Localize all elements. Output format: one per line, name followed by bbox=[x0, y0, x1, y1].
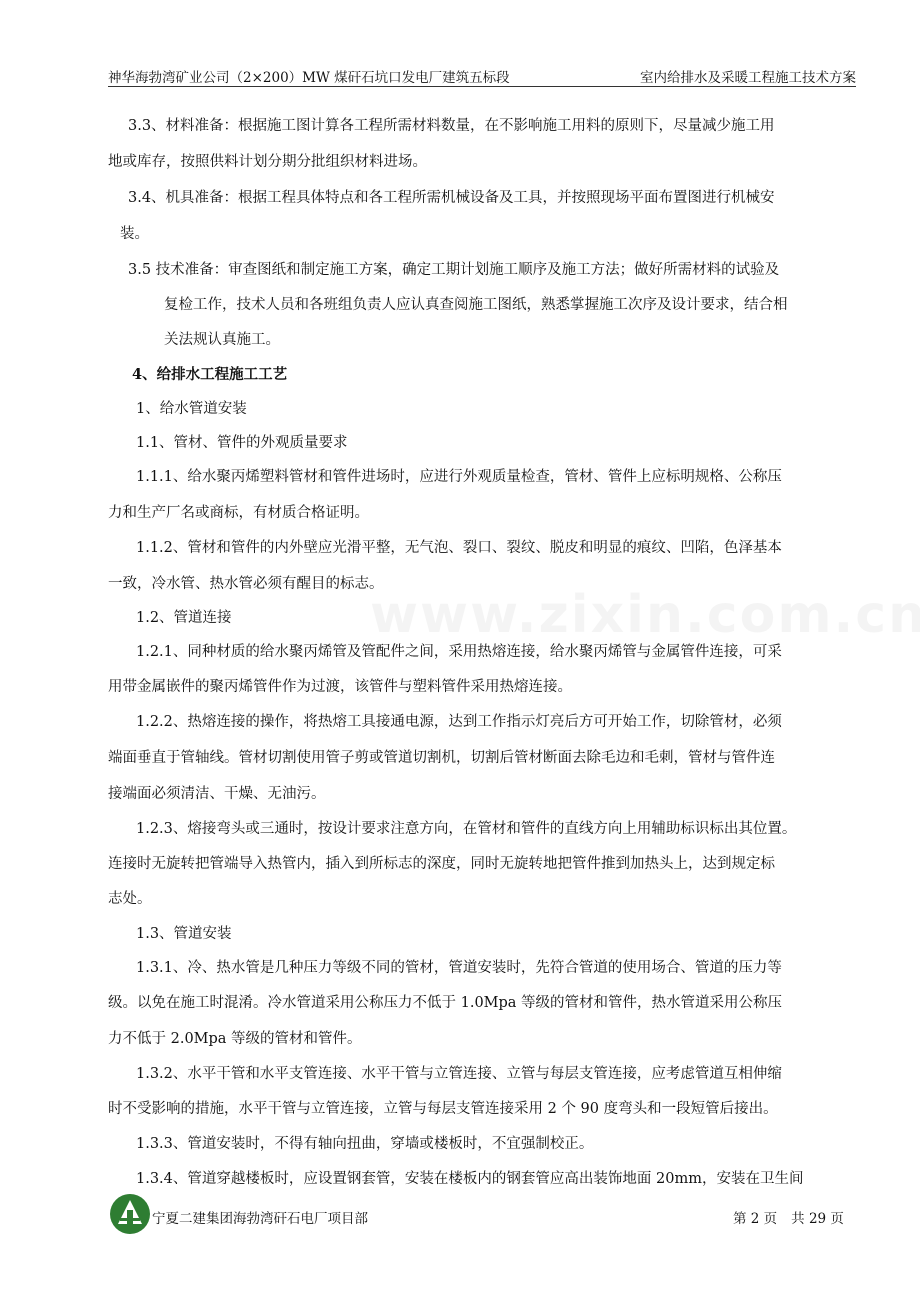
paragraph-line: 复检工作，技术人员和各班组负责人应认真查阅施工图纸，熟悉掌握施工次序及设计要求，结合相 bbox=[164, 297, 788, 313]
paragraph-line: 1.1.1、给水聚丙烯塑料管材和管件进场时，应进行外观质量检查，管材、管件上应标明规格、公称压 bbox=[136, 469, 782, 485]
subsection-heading: 1、给水管道安装 bbox=[136, 401, 247, 417]
paragraph-line: 连接时无旋转把管端导入热管内，插入到所标志的深度，同时无旋转地把管件推到加热头上，达到规定标 bbox=[108, 856, 775, 872]
paragraph-line: 1.3.4、管道穿越楼板时，应设置钢套管，安装在楼板内的钢套管应高出装饰地面 20mm，安装在卫生间 bbox=[136, 1171, 804, 1187]
subsection-heading: 1.1、管材、管件的外观质量要求 bbox=[136, 435, 348, 451]
company-logo bbox=[108, 1192, 152, 1236]
paragraph-line: 端面垂直于管轴线。管材切割使用管子剪或管道切割机，切割后管材断面去除毛边和毛刺，管材与管件连 bbox=[108, 750, 775, 766]
paragraph-line: 3.3、材料准备：根据施工图计算各工程所需材料数量，在不影响施工用料的原则下，尽量减少施工用 bbox=[128, 118, 775, 134]
paragraph-line: 1.2.2、热熔连接的操作，将热熔工具接通电源，达到工作指示灯亮后方可开始工作，切除管材，必须 bbox=[136, 714, 782, 730]
paragraph-line: 用带金属嵌件的聚丙烯管件作为过渡，该管件与塑料管件采用热熔连接。 bbox=[108, 679, 572, 695]
paragraph-line: 1.3.1、冷、热水管是几种压力等级不同的管材，管道安装时，先符合管道的使用场合、管道的压力等 bbox=[136, 960, 782, 976]
header-project-title: 神华海勃湾矿业公司（2×200）MW 煤矸石坑口发电厂建筑五标段 bbox=[108, 70, 510, 86]
page-header bbox=[108, 62, 856, 87]
paragraph-line: 一致，冷水管、热水管必须有醒目的标志。 bbox=[108, 576, 384, 592]
paragraph-line: 力和生产厂名或商标，有材质合格证明。 bbox=[108, 505, 369, 521]
paragraph-line: 1.3.2、水平干管和水平支管连接、水平干管与立管连接、立管与每层支管连接，应考虑管道互相伸缩 bbox=[136, 1066, 782, 1082]
paragraph-line: 关法规认真施工。 bbox=[164, 332, 280, 348]
section-heading: 4、给排水工程施工工艺 bbox=[132, 366, 288, 383]
paragraph-line: 1.1.2、管材和管件的内外壁应光滑平整，无气泡、裂口、裂纹、脱皮和明显的痕纹、凹陷，色泽基本 bbox=[136, 540, 782, 556]
paragraph-line: 地或库存，按照供料计划分期分批组织材料进场。 bbox=[108, 154, 427, 170]
subsection-heading: 1.3、管道安装 bbox=[136, 926, 232, 942]
paragraph-line: 1.2.3、熔接弯头或三通时，按设计要求注意方向，在管材和管件的直线方向上用辅助标识标出其位置。 bbox=[136, 821, 797, 837]
paragraph-line: 1.2.1、同种材质的给水聚丙烯管及管配件之间，采用热熔连接，给水聚丙烯管与金属管件连接，可采 bbox=[136, 644, 782, 660]
paragraph-line: 接端面必须清洁、干燥、无油污。 bbox=[108, 786, 326, 802]
paragraph-line: 装。 bbox=[120, 226, 149, 242]
paragraph-line: 力不低于 2.0Mpa 等级的管材和管件。 bbox=[108, 1031, 362, 1047]
paragraph-line: 1.3.3、管道安装时，不得有轴向扭曲，穿墙或楼板时，不宜强制校正。 bbox=[136, 1136, 594, 1152]
subsection-heading: 1.2、管道连接 bbox=[136, 610, 232, 626]
header-document-title: 室内给排水及采暖工程施工技术方案 bbox=[640, 70, 856, 86]
paragraph-line: 3.4、机具准备：根据工程具体特点和各工程所需机械设备及工具，并按照现场平面布置图进行机械安 bbox=[128, 190, 775, 206]
footer-organization: 宁夏二建集团海勃湾矸石电厂项目部 bbox=[152, 1211, 368, 1227]
watermark bbox=[370, 585, 920, 645]
footer-page-info bbox=[733, 1207, 844, 1227]
paragraph-line: 志处。 bbox=[108, 891, 152, 907]
paragraph-line: 时不受影响的措施，水平干管与立管连接，立管与每层支管连接采用 2 个 90 度弯头和一段短管后接出。 bbox=[108, 1101, 778, 1117]
page-total: 共 29 页 bbox=[791, 1211, 844, 1227]
page-number: 第 2 页 bbox=[733, 1211, 778, 1227]
paragraph-line: 3.5 技术准备：审查图纸和制定施工方案，确定工期计划施工顺序及施工方法；做好所需材料的试验及 bbox=[128, 262, 780, 278]
paragraph-line: 级。以免在施工时混淆。冷水管道采用公称压力不低于 1.0Mpa 等级的管材和管件，热水管道采用公称压 bbox=[108, 995, 783, 1011]
